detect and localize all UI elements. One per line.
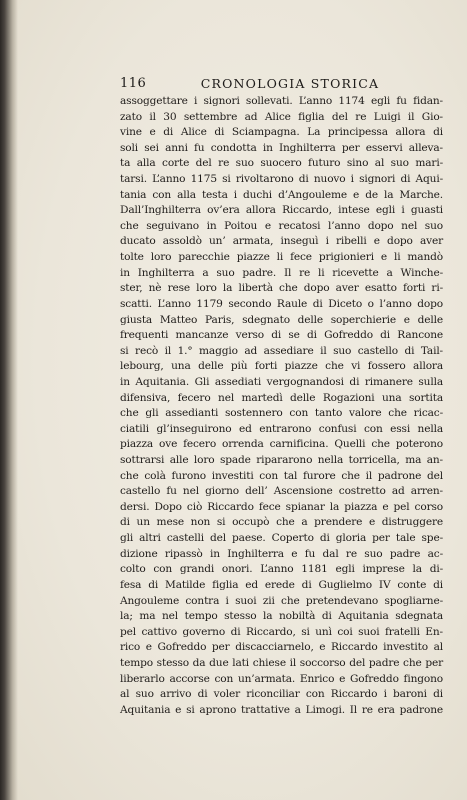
text-line: sottrarsi alle loro spade ripararono nella torricella, ma an- xyxy=(120,454,443,467)
text-line: soli sei anni fu condotta in Inghilterra per esservi alleva- xyxy=(120,141,443,154)
text-line: castello fu nel giorno dell’ Ascensione costretto ad arren- xyxy=(120,485,443,498)
text-line: in Aquitania. Gli assediati vergognandosi di rimanere sulla xyxy=(120,375,443,388)
page-binding-edge xyxy=(0,0,18,800)
text-line: dersi. Dopo ciò Riccardo fece spianar la piazza e pel corso xyxy=(120,500,443,513)
body-text xyxy=(120,94,443,718)
text-line: giusta Matteo Paris, sdegnato delle soperchierie e delle xyxy=(120,313,443,326)
text-line: colto con grandi onori. L’anno 1181 egli imprese la di- xyxy=(120,563,443,576)
text-line: Dall’Inghilterra ov’era allora Riccardo, intese egli i guasti xyxy=(120,204,443,217)
text-line: ta alla corte del re suo suocero futuro sino al suo mari- xyxy=(120,157,443,170)
page-header xyxy=(120,76,438,96)
text-line: Aquitania e si aprono trattative a Limogi. Il re era padrone xyxy=(120,703,443,716)
text-line: Angouleme contra i suoi zii che pretendevano spogliarne- xyxy=(120,594,443,607)
text-line: che gli assedianti sostennero con tanto valore che ricac- xyxy=(120,407,443,420)
text-line: rico e Gofreddo per discacciarnelo, e Riccardo investito al xyxy=(120,641,443,654)
text-line: assoggettare i signori sollevati. L’anno 1174 egli fu fidan- xyxy=(120,95,443,107)
text-line: scatti. L’anno 1179 secondo Raule di Diceto o l’anno dopo xyxy=(120,297,443,310)
page-number: 116 xyxy=(120,76,147,91)
text-line: che seguivano in Poitou e recatosi l’anno dopo nel suo xyxy=(120,219,443,232)
text-line: ster, nè rese loro la libertà che dopo aver esatto forti ri- xyxy=(120,282,443,295)
text-line: al suo arrivo di voler riconciliar con Riccardo i baroni di xyxy=(120,688,443,701)
text-line: tolte loro parecchie piazze li fece prigionieri e li mandò xyxy=(120,251,443,264)
text-line: zato il 30 settembre ad Alice figlia del re Luigi il Gio- xyxy=(120,110,443,123)
text-line: si recò il 1.° maggio ad assediare il suo castello di Tail- xyxy=(120,344,443,357)
text-line: piazza ove fecero orrenda carnificina. Quelli che poterono xyxy=(120,438,443,451)
text-line: liberarlo accorse con un’armata. Enrico e Gofreddo fingono xyxy=(120,672,443,685)
text-line: ciatili gl’inseguirono ed entrarono confusi con essi nella xyxy=(120,422,443,435)
text-line: dizione ripassò in Inghilterra e fu dal re suo padre ac- xyxy=(120,547,443,560)
text-line: ducato assoldò un’ armata, inseguì i ribelli e dopo aver xyxy=(120,235,443,248)
text-line: la; ma nel tempo stesso la nobiltà di Aquitania sdegnata xyxy=(120,610,443,623)
text-line: tania con alla testa i duchi d’Angouleme e de la Marche. xyxy=(120,188,443,201)
text-line: tarsi. L’anno 1175 si rivoltarono di nuovo i signori di Aqui- xyxy=(120,173,443,186)
text-line: gli altri castelli del paese. Coperto di gloria per tale spe- xyxy=(120,532,443,545)
text-line: di un mese non si occupò che a prendere e distruggere xyxy=(120,516,443,529)
text-line: in Inghilterra a suo padre. Il re li ricevette a Winche- xyxy=(120,266,443,279)
text-line: difensiva, fecero nel martedì delle Rogazioni una sortita xyxy=(120,391,443,404)
text-line: che colà furono investiti con tal furore che il padrone del xyxy=(120,469,443,482)
text-line: frequenti mancanze verso di se di Gofreddo di Rancone xyxy=(120,329,443,342)
running-title: CRONOLOGIA STORICA xyxy=(200,76,380,91)
text-line: vine e di Alice di Sciampagna. La principessa allora di xyxy=(120,126,443,139)
text-line: lebourg, una delle più forti piazze che vi fossero allora xyxy=(120,360,443,373)
text-line: pel cattivo governo di Riccardo, si unì coi suoi fratelli En- xyxy=(120,625,443,638)
text-line: fesa di Matilde figlia ed erede di Guglielmo IV conte di xyxy=(120,578,443,591)
text-line: tempo stesso da due lati chiese il soccorso del padre che per xyxy=(120,656,443,669)
